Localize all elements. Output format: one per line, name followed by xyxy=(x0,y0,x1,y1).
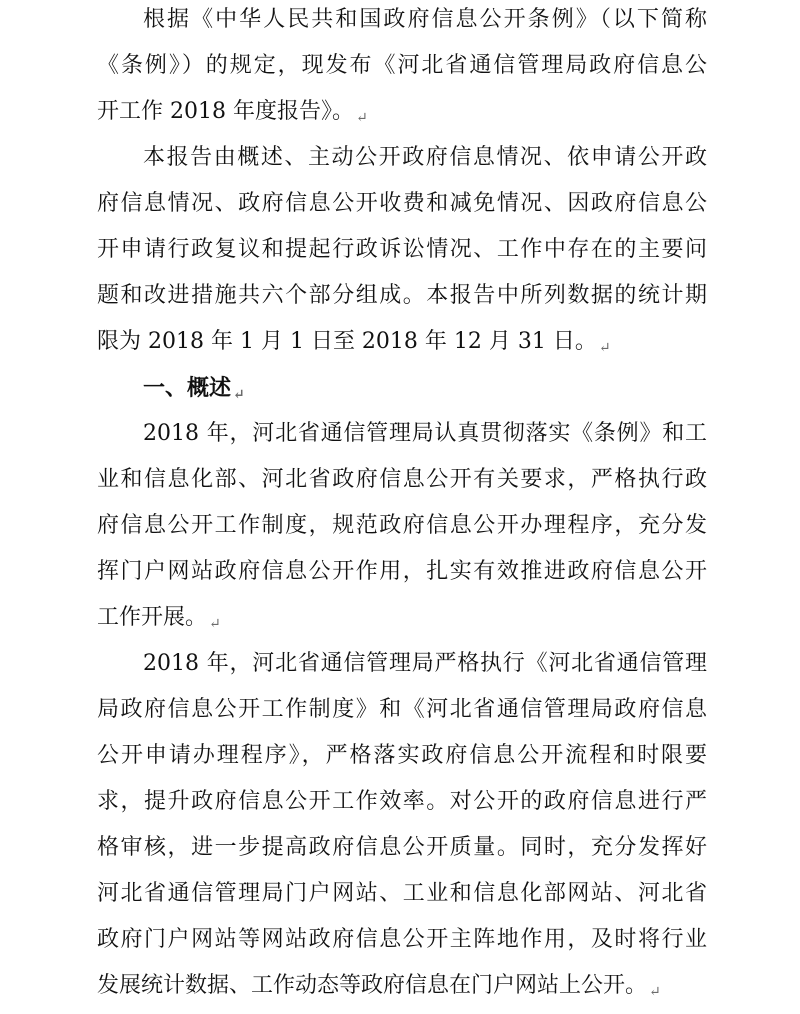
section-heading xyxy=(143,374,245,402)
section-heading-text: 一、概述 xyxy=(143,375,232,401)
text-line: 政府门户网站等网站政府信息公开主阵地作用，及时将行业 xyxy=(97,927,707,952)
text-line: 题和改进措施共六个部分组成。本报告中所列数据的统计期 xyxy=(97,283,707,308)
paragraph-mark-icon: ↵ xyxy=(233,387,245,403)
text-line-content: 工作开展。 xyxy=(97,605,208,630)
paragraph-mark-icon: ↵ xyxy=(209,616,221,632)
text-line xyxy=(97,972,661,1000)
text-line-content: 限为 2018 年 1 月 1 日至 2018 年 12 月 31 日。 xyxy=(97,329,597,354)
text-line-content: 开工作 2018 年度报告》。 xyxy=(97,99,354,124)
paragraph-mark-icon: ↵ xyxy=(649,984,661,1000)
text-line: 2018 年，河北省通信管理局严格执行《河北省通信管理 xyxy=(143,651,707,676)
text-line xyxy=(97,604,221,632)
text-line: 格审核，进一步提高政府信息公开质量。同时，充分发挥好 xyxy=(97,835,707,860)
text-line: 根据《中华人民共和国政府信息公开条例》（以下简称 xyxy=(143,7,707,32)
text-line: 府信息情况、政府信息公开收费和减免情况、因政府信息公 xyxy=(97,191,707,216)
text-line-content: 发展统计数据、工作动态等政府信息在门户网站上公开。 xyxy=(97,973,648,998)
text-line xyxy=(97,98,368,126)
text-line: 挥门户网站政府信息公开作用，扎实有效推进政府信息公开 xyxy=(97,559,707,584)
paragraph-mark-icon: ↵ xyxy=(598,340,611,356)
text-line: 本报告由概述、主动公开政府信息情况、依申请公开政 xyxy=(143,145,707,170)
text-line xyxy=(97,328,611,356)
paragraph-mark-icon: ↵ xyxy=(355,110,368,126)
text-line: 求，提升政府信息公开工作效率。对公开的政府信息进行严 xyxy=(97,789,707,814)
text-line: 局政府信息公开工作制度》和《河北省通信管理局政府信息 xyxy=(97,697,707,722)
text-line: 公开申请办理程序》，严格落实政府信息公开流程和时限要 xyxy=(97,743,707,768)
text-line: 业和信息化部、河北省政府信息公开有关要求，严格执行政 xyxy=(97,467,707,492)
text-line: 《条例》）的规定，现发布《河北省通信管理局政府信息公 xyxy=(97,53,707,78)
text-line: 府信息公开工作制度，规范政府信息公开办理程序，充分发 xyxy=(97,513,707,538)
text-line: 开申请行政复议和提起行政诉讼情况、工作中存在的主要问 xyxy=(97,237,707,262)
text-line: 2018 年，河北省通信管理局认真贯彻落实《条例》和工 xyxy=(143,421,707,446)
text-line: 河北省通信管理局门户网站、工业和信息化部网站、河北省 xyxy=(97,881,707,906)
